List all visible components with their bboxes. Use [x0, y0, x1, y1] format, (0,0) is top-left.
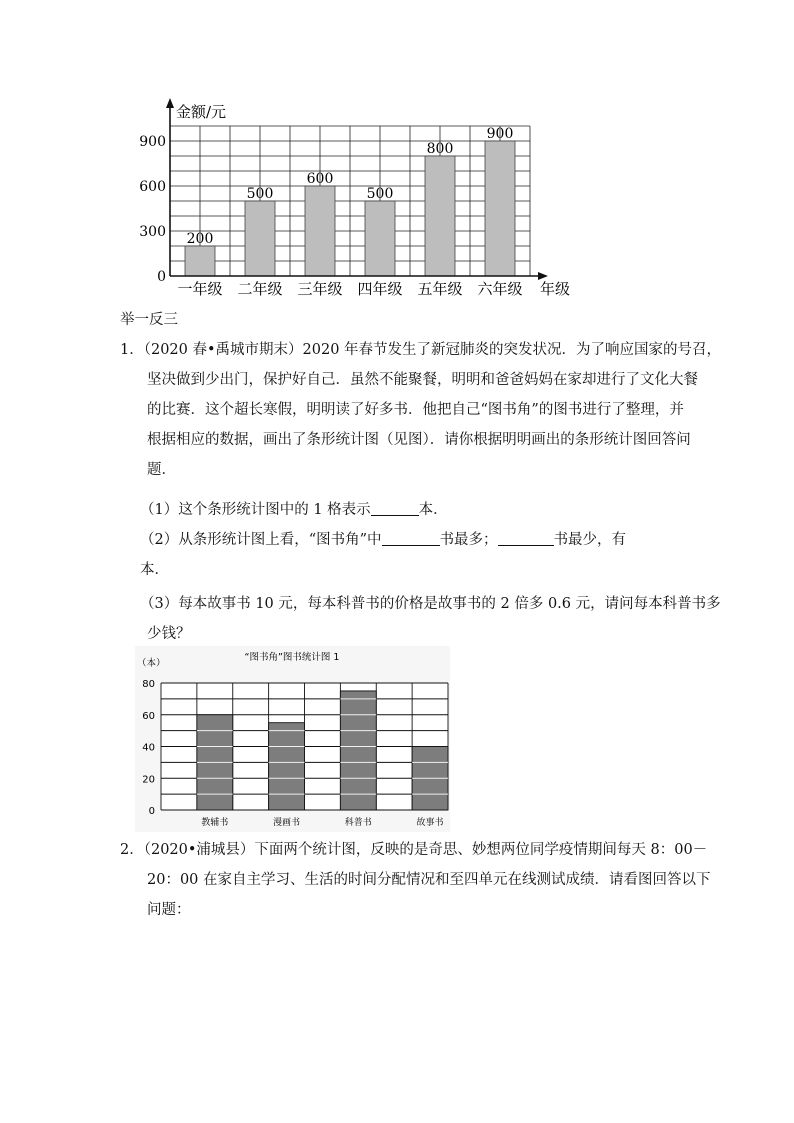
chart1-bar [425, 156, 455, 276]
q1-line-5: 题． [147, 462, 176, 478]
q1-sub1-text-b: 本． [418, 502, 448, 518]
q1-line-3: 的比赛．这个超长寒假，明明读了好多书．他把自己“图书角”的图书进行了整理，并 [147, 402, 684, 418]
chart1-tick-labels [139, 134, 166, 285]
chart1-value-label: 600 [306, 171, 334, 187]
chart1-bar [485, 141, 515, 276]
chart2-title: “图书角”图书统计图 1 [244, 652, 340, 663]
chart2-tick-label: 60 [142, 710, 155, 722]
q1-sub3-line-1: （3）每本故事书 10 元，每本科普书的价格是故事书的 2 倍多 0.6 元，请问每本科普书多 [140, 596, 721, 612]
chart1-value-label: 200 [186, 231, 214, 247]
chart1-bar [185, 246, 215, 276]
q1-sub1-text-a: （1）这个条形统计图中的 1 格表示 [140, 502, 371, 518]
chart1-category-label: 六年级 [477, 280, 523, 298]
chart1-category-labels [177, 280, 522, 298]
chart1-bar [365, 201, 395, 276]
chart2-tick-label: 20 [142, 774, 155, 786]
chart2-category-label: 教辅书 [201, 818, 229, 828]
q1-sub1-answer-blank[interactable] [371, 499, 419, 516]
chart2-tick-label: 80 [142, 679, 155, 690]
chart1-category-label: 五年级 [417, 280, 463, 298]
q1-sub1 [140, 496, 448, 524]
chart1-bar [305, 186, 335, 276]
q1-sub2-text-a: （2）从条形统计图上看，“图书角”中 [140, 532, 382, 548]
chart1-bar [245, 201, 275, 276]
q1-line-2: 坚决做到少出门，保护好自己．虽然不能聚餐，明明和爸爸妈妈在家却进行了文化大餐 [147, 372, 698, 388]
chart2-bar [269, 723, 305, 810]
q1-sub2-least-blank[interactable] [498, 529, 554, 546]
chart1-tick-label: 300 [139, 224, 166, 240]
chart2-bar [340, 691, 376, 810]
chart1-category-label: 二年级 [237, 280, 283, 298]
chart1-value-label: 900 [486, 126, 514, 142]
chart1-value-label: 500 [246, 186, 274, 202]
q1-line-4: 根据相应的数据，画出了条形统计图（见图）．请你根据明明画出的条形统计图回答问 [147, 432, 691, 448]
chart1-ylabel: 金额/元 [176, 103, 227, 121]
chart1-tick-label: 900 [139, 134, 166, 150]
chart1-xlabel: 年级 [540, 280, 571, 298]
chart1-value-label: 800 [426, 141, 454, 157]
q1-line-1: 1．（2020 春•禹城市期末）2020 年春节发生了新冠肺炎的突发状况．为了响应国家的号召， [120, 342, 722, 358]
chart1-category-label: 三年级 [297, 280, 343, 298]
grade-amount-bar-chart [130, 96, 580, 301]
chart1-tick-label: 600 [139, 179, 166, 195]
q1-sub2 [140, 526, 626, 554]
chart2-category-label: 科普书 [344, 818, 372, 828]
q2-line-1: 2．（2020•浦城县）下面两个统计图，反映的是奇思、妙想两位同学疫情期间每天 8：00－ [120, 842, 708, 858]
q1-sub2-line-2: 本． [140, 562, 169, 578]
chart1-category-label: 四年级 [357, 280, 403, 298]
section-title: 举一反三 [120, 312, 178, 328]
chart2-tick-label: 40 [142, 742, 155, 754]
chart2-category-label: 漫画书 [273, 818, 301, 828]
chart1-tick-label: 0 [157, 269, 166, 285]
chart1-grid [170, 126, 530, 276]
q1-sub2-text-c: 书最少，有 [553, 532, 627, 548]
chart1-value-label: 500 [366, 186, 394, 202]
q1-sub2-text-b: 书最多； [439, 532, 498, 548]
book-corner-bar-chart [135, 646, 450, 832]
q2-line-2: 20：00 在家自主学习、生活的时间分配情况和至四单元在线测试成绩．请看图回答以下 [147, 872, 711, 888]
q2-line-3: 问题： [147, 902, 191, 918]
q1-sub3-line-2: 少钱？ [147, 626, 191, 642]
q1-sub2-most-blank[interactable] [382, 529, 440, 546]
chart2-tick-label: 0 [148, 806, 155, 817]
chart1-category-label: 一年级 [177, 280, 223, 298]
chart2-category-label: 故事书 [416, 818, 444, 828]
chart2-ylabel: （本） [137, 658, 166, 669]
